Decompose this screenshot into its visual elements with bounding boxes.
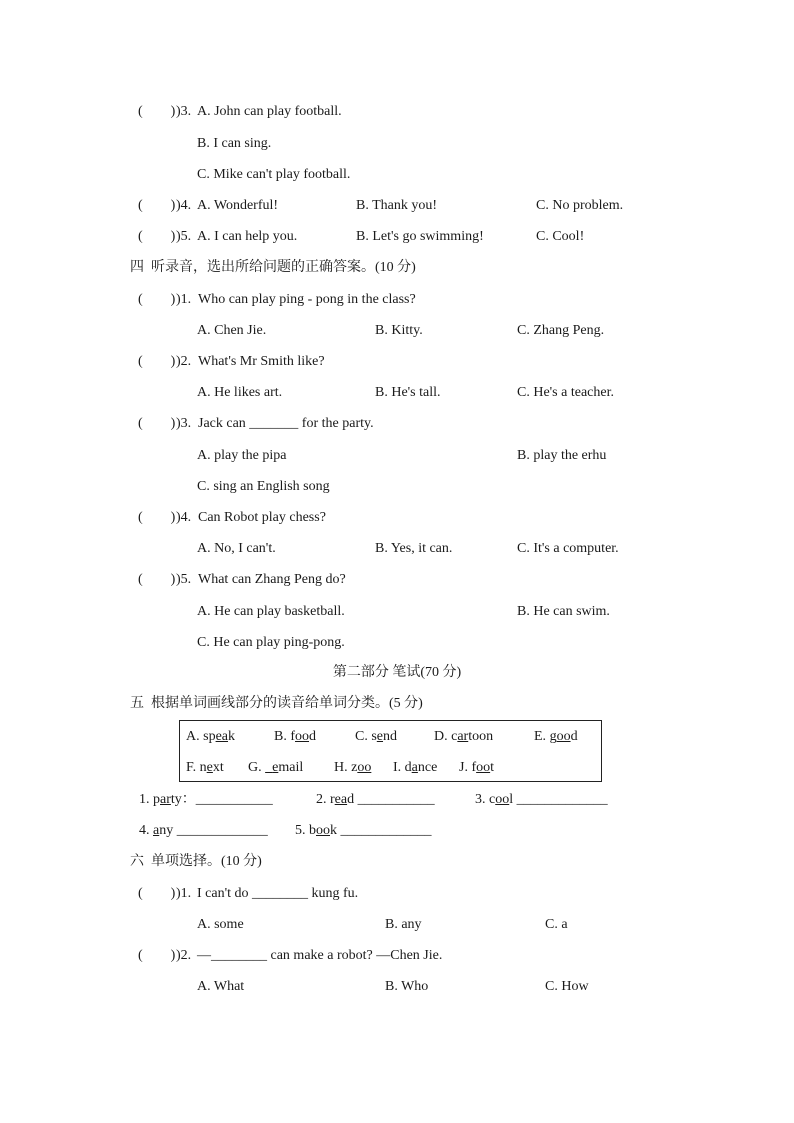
question-text: I can't do ________ kung fu. (197, 886, 359, 901)
word-item: A. speak (186, 729, 236, 744)
section-title: 五 根据单词画线部分的读音给单词分类。(5 分) (130, 696, 423, 711)
answer-paren[interactable]: ( ) (138, 104, 176, 119)
option-c: C. How (545, 979, 589, 994)
word-item: G. email (248, 760, 304, 775)
answer-paren[interactable]: ( ) (138, 229, 176, 244)
option-a: A. Wonderful! (197, 198, 279, 213)
answer-blank[interactable]: ___________ (195, 792, 273, 807)
option-a: A. What (197, 979, 245, 994)
option-b: B. Kitty. (375, 323, 423, 338)
answer-paren[interactable]: ( ) (138, 886, 176, 901)
option-a: A. He likes art. (197, 385, 283, 400)
option-c: C. He can play ping-pong. (197, 635, 345, 650)
answer-paren[interactable]: ( ) (138, 292, 176, 307)
option-c: C. Zhang Peng. (517, 323, 605, 338)
option-c: C. It's a computer. (517, 541, 619, 556)
answer-paren[interactable]: ( ) (138, 354, 176, 369)
option-c: C. Mike can't play football. (197, 167, 351, 182)
answer-blank[interactable]: ___________ (357, 792, 435, 807)
option-a: A. some (197, 917, 244, 932)
option-b: B. He can swim. (517, 604, 610, 619)
question-text: —________ can make a robot? —Chen Jie. (197, 948, 443, 963)
option-b: B. Who (385, 979, 429, 994)
word-item: E. good (534, 729, 578, 744)
option-c: C. a (545, 917, 568, 932)
option-b: B. Thank you! (356, 198, 438, 213)
option-a: A. John can play football. (197, 104, 342, 119)
word-item: B. food (274, 729, 317, 744)
option-a: A. He can play basketball. (197, 604, 345, 619)
answer-paren[interactable]: ( ) (138, 198, 176, 213)
option-c: C. No problem. (536, 198, 624, 213)
option-c: C. sing an English song (197, 479, 330, 494)
answer-item: 5. book _____________ (295, 823, 432, 838)
option-a: A. No, I can't. (197, 541, 276, 556)
option-a: A. I can help you. (197, 229, 298, 244)
word-item: C. send (355, 729, 398, 744)
question-text: Who can play ping - pong in the class? (198, 292, 416, 307)
section-title: 六 单项选择。(10 分) (130, 854, 262, 869)
word-item: H. zoo (334, 760, 372, 775)
question-number: )1. (176, 292, 192, 307)
question-number: )3. (176, 104, 192, 119)
question-number: )2. (176, 354, 192, 369)
question-text: What can Zhang Peng do? (198, 572, 346, 587)
question-number: )3. (176, 416, 192, 431)
option-b: B. any (385, 917, 422, 932)
option-b: B. I can sing. (197, 136, 272, 151)
answer-item: 2. read ___________ (316, 792, 435, 807)
option-b: B. He's tall. (375, 385, 441, 400)
option-c: C. He's a teacher. (517, 385, 614, 400)
option-a: A. play the pipa (197, 448, 287, 463)
answer-paren[interactable]: ( ) (138, 948, 176, 963)
word-item: J. foot (459, 760, 495, 775)
option-a: A. Chen Jie. (197, 323, 267, 338)
answer-blank[interactable]: _____________ (340, 823, 432, 838)
answer-paren[interactable]: ( ) (138, 510, 176, 525)
answer-item: 1. party：___________ (139, 792, 273, 807)
answer-paren[interactable]: ( ) (138, 572, 176, 587)
question-number: )5. (176, 572, 192, 587)
answer-blank[interactable]: _____________ (516, 792, 608, 807)
section-title: 四 听录音，选出所给问题的正确答案。(10 分) (130, 260, 416, 275)
option-c: C. Cool! (536, 229, 585, 244)
question-text: What's Mr Smith like? (198, 354, 325, 369)
answer-item: 3. cool _____________ (475, 792, 608, 807)
answer-blank[interactable]: _____________ (176, 823, 268, 838)
answer-paren[interactable]: ( ) (138, 416, 176, 431)
word-item: D. cartoon (434, 729, 494, 744)
question-text: Can Robot play chess? (198, 510, 326, 525)
question-number: )2. (176, 948, 192, 963)
question-number: )1. (176, 886, 192, 901)
option-b: B. play the erhu (517, 448, 607, 463)
question-text: Jack can _______ for the party. (198, 416, 374, 431)
option-b: B. Yes, it can. (375, 541, 453, 556)
answer-item: 4. any _____________ (139, 823, 268, 838)
word-item: I. dance (393, 760, 438, 775)
part-title: 第二部分 笔试(70 分) (332, 665, 462, 680)
question-number: )4. (176, 198, 192, 213)
question-number: )5. (176, 229, 192, 244)
question-number: )4. (176, 510, 192, 525)
option-b: B. Let's go swimming! (356, 229, 484, 244)
word-item: F. next (186, 760, 224, 775)
